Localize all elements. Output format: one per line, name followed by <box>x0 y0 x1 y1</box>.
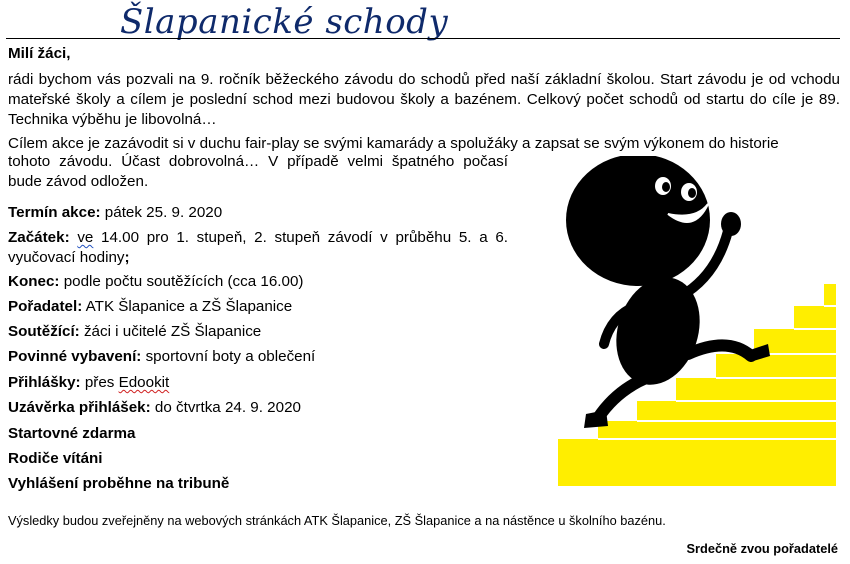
vybaveni-label: Povinné vybavení: <box>8 348 142 365</box>
intro-paragraph: rádi bychom vás pozvali na 9. ročník běžeckého závodu do schodů před naší základní školou. Start závodu je od vchodu mateřské školy a cílem je poslední schod mezi budovou školy a bazénem. Celkový počet schodů od startu do cíle je 89. Technika výběhu je libovolná… <box>8 71 840 128</box>
detail-termin <box>8 203 222 223</box>
zacatek-label: Začátek: <box>8 229 70 246</box>
prihlasky-label: Přihlášky: <box>8 374 81 391</box>
uzaverka-label: Uzávěrka přihlášek: <box>8 399 151 416</box>
poradatel-value: ATK Šlapanice a ZŠ Šlapanice <box>82 298 293 315</box>
detail-zacatek <box>8 228 508 268</box>
greeting: Milí žáci, <box>8 45 71 62</box>
detail-rodice: Rodiče vítáni <box>8 450 103 467</box>
termin-label: Termín akce: <box>8 204 101 221</box>
soutezici-value: žáci i učitelé ZŠ Šlapanice <box>79 323 262 340</box>
zacatek-end: ; <box>124 249 130 266</box>
prihlasky-pres: přes <box>80 374 119 391</box>
goal-paragraph-line1: Cílem akce je zazávodit si v duchu fair-play se svými kamarády a spolužáky a zapsat se svým výkonem do historie <box>8 135 779 152</box>
soutezici-label: Soutěžící: <box>8 323 80 340</box>
detail-prihlasky <box>8 373 169 393</box>
detail-soutezici <box>8 322 261 342</box>
zacatek-value: 14.00 pro 1. stupeň, 2. stupeň závodí v průběhu 5. a 6. vyučovací hodiny <box>8 229 508 266</box>
running-figure-illustration <box>556 156 840 486</box>
konec-label: Konec: <box>8 273 60 290</box>
goal-paragraph-rest: tohoto závodu. Účast dobrovolná… V případě velmi špatného počasí bude závod odložen. <box>8 153 508 190</box>
detail-uzaverka <box>8 398 301 418</box>
uzaverka-value: do čtvrtka 24. 9. 2020 <box>150 399 301 416</box>
results-note: Výsledky budou zveřejněny na webových stránkách ATK Šlapanice, ZŠ Šlapanice a na nástěnce u školního bazénu. <box>8 513 666 528</box>
detail-startovne: Startovné zdarma <box>8 425 136 442</box>
vybaveni-value: sportovní boty a oblečení <box>141 348 316 365</box>
konec-value: podle počtu soutěžících (cca 16.00) <box>59 273 304 290</box>
detail-vyhlaseni: Vyhlášení proběhne na tribuně <box>8 475 230 492</box>
detail-poradatel <box>8 297 292 317</box>
detail-vybaveni <box>8 347 315 367</box>
detail-konec <box>8 272 303 292</box>
page-title: Šlapanické schody <box>120 2 449 42</box>
title-divider <box>6 38 840 39</box>
poradatel-label: Pořadatel: <box>8 298 83 315</box>
termin-value: pátek 25. 9. 2020 <box>100 204 223 221</box>
zacatek-ve: ve <box>77 229 94 246</box>
prihlasky-value: Edookit <box>118 374 170 391</box>
signature: Srdečně zvou pořadatelé <box>686 541 838 556</box>
